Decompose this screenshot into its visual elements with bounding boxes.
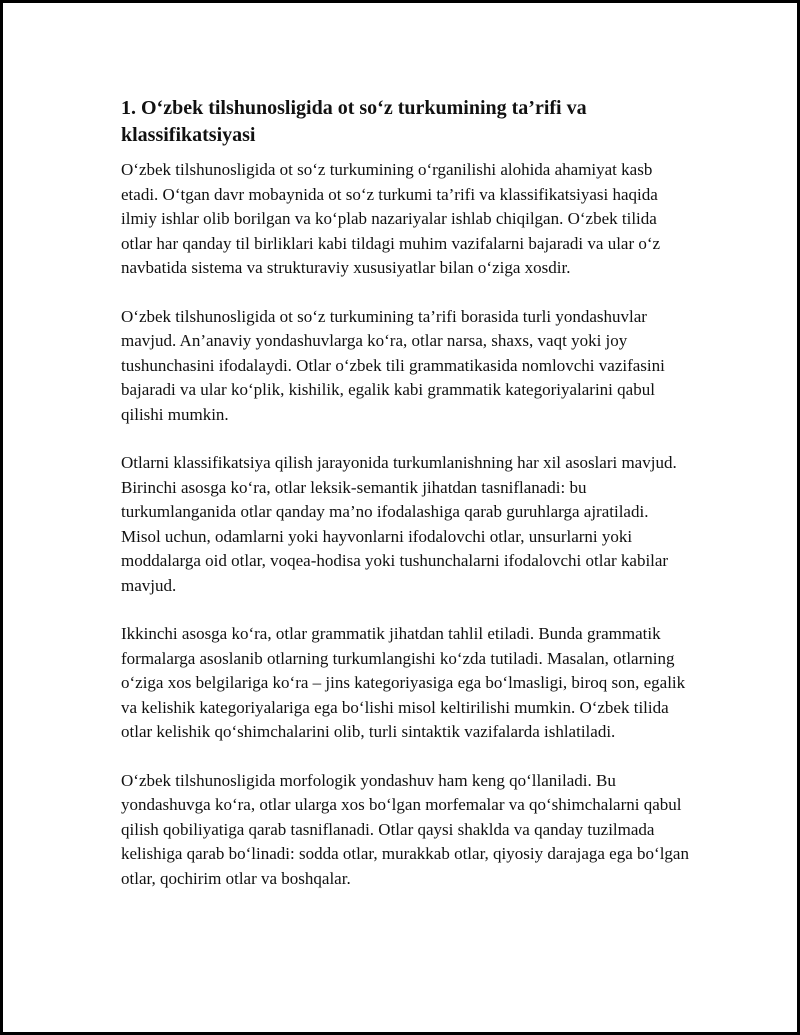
paragraph-2: O‘zbek tilshunosligida ot so‘z turkumining ta’rifi borasida turli yondashuvlar mavjud. An’anaviy yondashuvlarga ko‘ra, otlar narsa, shaxs, vaqt yoki joy tushunchasini ifodalaydi. Otlar o‘zbek tili grammatikasida nomlovchi vazifasini bajaradi va ular ko‘plik, kishilik, egalik kabi grammatik kategoriyalarini qabul qilishi mumkin. [121,306,665,424]
paragraph-3: Otlarni klassifikatsiya qilish jarayonida turkumlanishning har xil asoslari mavjud. Birinchi asosga ko‘ra, otlar leksik-semantik jihatdan tasniflanadi: bu turkumlanganida otlar qanday ma’no ifodalashiga qarab guruhlarga ajratiladi. Misol uchun, odamlarni yoki hayvonlarni ifodalovchi otlar, unsurlarni yoki moddalarga oid otlar, voqea-hodisa yoki tushunchalarni ifodalovchi otlar kabilar mavjud. [121,453,677,595]
paragraph-4: Ikkinchi asosga ko‘ra, otlar grammatik jihatdan tahlil etiladi. Bunda grammatik formalarga asoslanib otlarning turkumlangishi ko‘zda tutiladi. Masalan, otlarning o‘ziga xos belgilariga ko‘ra – jins kategoriyasiga ega bo‘lmasligi, biroq son, egalik va kelishik kategoriyalariga ega bo‘lishi misol keltirilishi mumkin. O‘zbek tilida otlar kelishik qo‘shimchalarini olib, turli sintaktik vazifalarda ishlatiladi. [121,624,686,741]
paragraph-1: O‘zbek tilshunosligida ot so‘z turkumining o‘rganilishi alohida ahamiyat kasb etadi. O‘tgan davr mobaynida ot so‘z turkumi ta’rifi va klassifikatsiyasi haqida ilmiy ishlar olib borilgan va ko‘plab nazariyalar ishlab chiqilgan. O‘zbek tilida otlar har qanday til birliklari kabi tildagi muhim vazifalarni bajaradi va ular o‘z navbatida sistema va strukturaviy xususiyatlar bilan o‘ziga xosdir. [121,160,661,277]
paragraph-5: O‘zbek tilshunosligida morfologik yondashuv ham keng qo‘llaniladi. Bu yondashuvga ko‘ra, otlar ularga xos bo‘lgan morfemalar va qo‘shimchalarni qabul qilish qobiliyatiga qarab tasniflanadi. Otlar qaysi shaklda va qanday tuzilmada kelishiga qarab bo‘linadi: sodda otlar, murakkab otlar, qiyosiy darajaga ega bo‘lgan otlar, qochirim otlar va boshqalar. [121,770,689,888]
section-heading: 1. O‘zbek tilshunosligida ot so‘z turkumining ta’rifi va klassifikatsiyasi [121,97,587,146]
document-body [121,95,691,915]
